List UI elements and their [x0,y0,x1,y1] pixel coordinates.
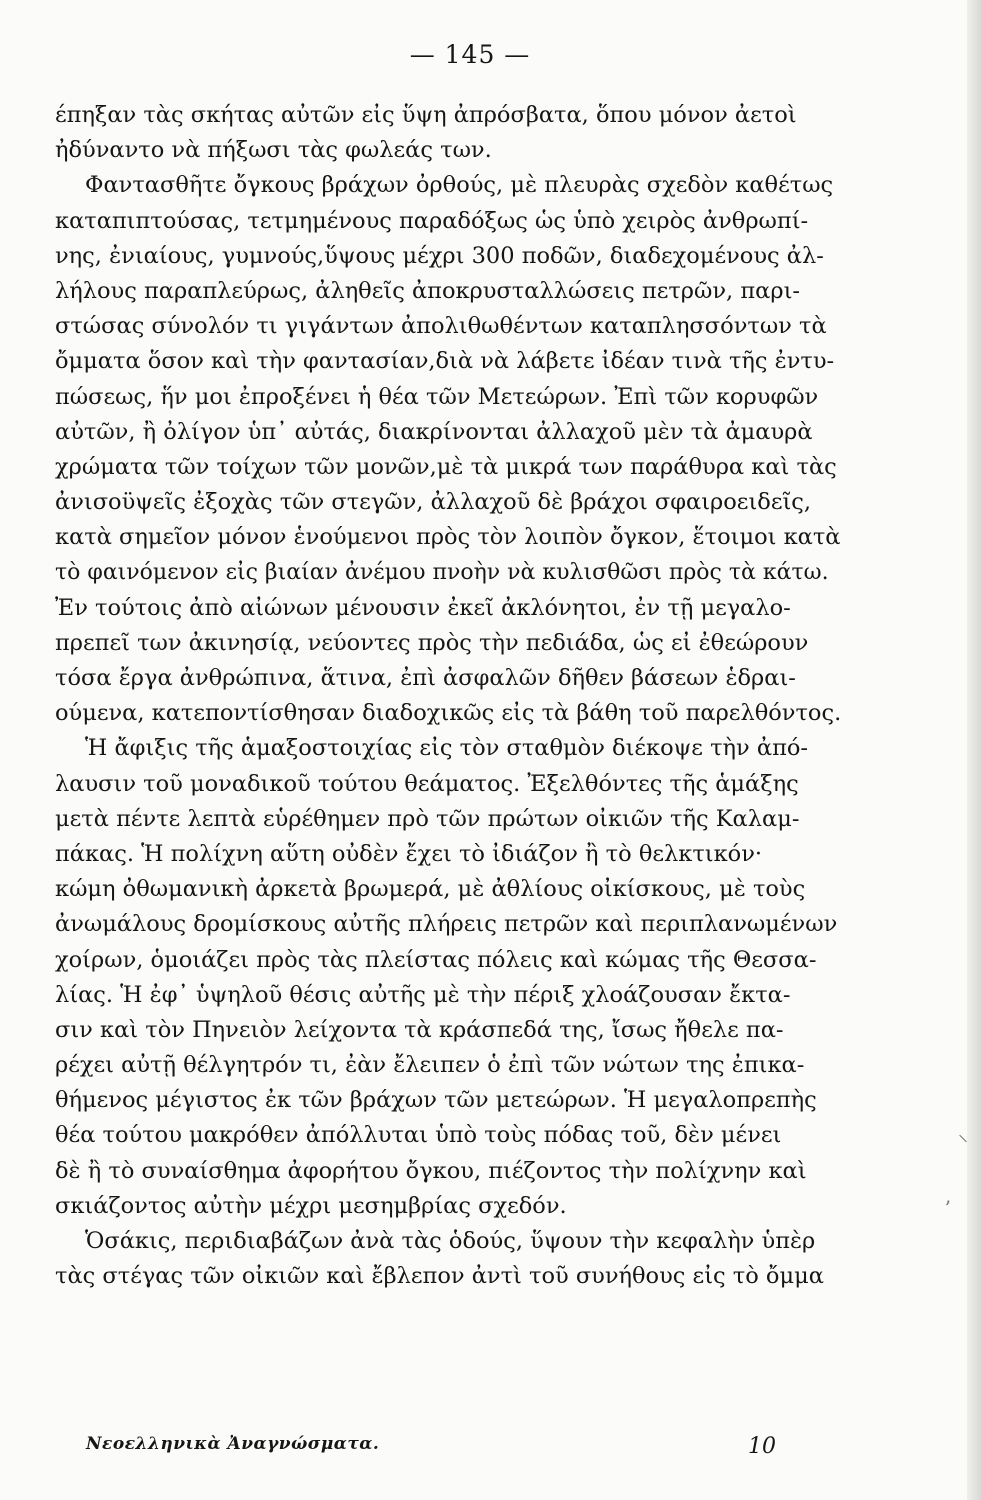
text-line: Ὁσάκις, περιδιαβάζων ἀνὰ τὰς ὁδούς, ὕψουν τὴν κεφαλὴν ὑπὲρ [85,1228,816,1254]
text-line: μετὰ πέντε λεπτὰ εὑρέθημεν πρὸ τῶν πρώτων οἰκιῶν τῆς Καλαμ- [55,805,800,832]
text-line: λήλους παραπλεύρως, ἀληθεῖς ἀποκρυσταλλώσεις πετρῶν, παρι- [55,277,800,304]
text-line: Ἡ ἄφιξις τῆς ἁμαξοστοιχίας εἰς τὸν σταθμὸν διέκοψε τὴν ἀπό- [85,735,808,762]
page-number: — 145 — [409,40,531,69]
text-line: ἀνωμάλους δρομίσκους αὐτῆς πλήρεις πετρῶν καὶ περιπλανωμένων [55,911,838,938]
footer-signature: Νεοελληνικὰ Ἀναγνώσματα. [86,1434,380,1454]
text-line: Φαντασθῆτε ὄγκους βράχων ὀρθούς, μὲ πλευρὰς σχεδὸν καθέτως [85,172,834,199]
text-line: ὄμματα ὅσον καὶ τὴν φαντασίαν,διὰ νὰ λάβετε ἰδέαν τινὰ τῆς ἐντυ- [55,348,835,375]
text-line: κώμη ὀθωμανικὴ ἀρκετὰ βρωμερά, μὲ ἀθλίους οἰκίσκους, μὲ τοὺς [55,876,806,903]
text-line: χοίρων, ὁμοιάζει πρὸς τὰς πλείστας πόλεις καὶ κώμας τῆς Θεσσα- [55,946,817,973]
text-line: δὲ ἢ τὸ συναίσθημα ἀφορήτου ὄγκου, πιέζοντος τὴν πολίχνην καὶ [55,1157,807,1184]
text-line: ἀνισοϋψεῖς ἐξοχὰς τῶν στεγῶν, ἀλλαχοῦ δὲ βράχοι σφαιροειδεῖς, [55,489,812,516]
page-edge [967,0,981,1500]
paragraph [55,168,843,731]
text-line: πάκας. Ἡ πολίχνη αὕτη οὐδὲν ἔχει τὸ ἰδιάζον ἢ τὸ θελκτικόν· [55,840,763,867]
footer-folio: 10 [748,1434,776,1459]
paragraph [55,731,843,1224]
text-line: ρέχει αὐτῇ θέλγητρόν τι, ἐὰν ἔλειπεν ὁ ἐπὶ τῶν νώτων της ἐπικα- [55,1052,805,1079]
margin-mark: ⸌ [958,1130,968,1154]
paragraph [55,1224,843,1294]
text-line: θήμενος μέγιστος ἐκ τῶν βράχων τῶν μετεώρων. Ἡ μεγαλοπρεπὴς [55,1087,817,1114]
text-line: θέα τούτου μακρόθεν ἀπόλλυται ὑπὸ τοὺς πόδας τοῦ, δὲν μένει [55,1122,782,1149]
paragraph [55,98,843,168]
text-line: χρώματα τῶν τοίχων τῶν μονῶν,μὲ τὰ μικρά των παράθυρα καὶ τὰς [55,453,837,480]
text-line: σκιάζοντος αὐτὴν μέχρι μεσημβρίας σχεδόν. [55,1192,567,1219]
text-line: ούμενα, κατεποντίσθησαν διαδοχικῶς εἰς τὰ βάθη τοῦ παρελθόντος. [55,700,842,727]
text-line: Ἐν τούτοις ἀπὸ αἰώνων μένουσιν ἐκεῖ ἀκλόνητοι, ἐν τῇ μεγαλο- [55,594,791,621]
text-line: τὰς στέγας τῶν οἰκιῶν καὶ ἔβλεπον ἀντὶ τοῦ συνήθους εἰς τὸ ὄμμα [55,1263,824,1290]
text-line: τὸ φαινόμενον εἰς βιαίαν ἀνέμου πνοὴν νὰ κυλισθῶσι πρὸς τὰ κάτω. [55,560,829,586]
text-line: αὐτῶν, ἢ ὀλίγον ὑπ᾽ αὐτάς, διακρίνονται ἀλλαχοῦ μὲν τὰ ἀμαυρὰ [55,418,813,445]
text-line: στώσας σύνολόν τι γιγάντων ἀπολιθωθέντων καταπλησσόντων τὰ [55,313,827,340]
text-line: σιν καὶ τὸν Πηνειὸν λείχοντα τὰ κράσπεδά της, ἴσως ἤθελε πα- [55,1016,784,1043]
body-text [55,98,843,1294]
text-line: καταπιπτούσας, τετμημένους παραδόξως ὡς ὑπὸ χειρὸς ἀνθρωπί- [55,207,809,234]
text-line: πρεπεῖ των ἀκινησίᾳ, νεύοντες πρὸς τὴν πεδιάδα, ὡς εἰ ἐθεώρουν [55,629,809,656]
text-line: κατὰ σημεῖον μόνον ἑνούμενοι πρὸς τὸν λοιπὸν ὄγκον, ἕτοιμοι κατὰ [55,524,841,551]
text-line: έπηξαν τὰς σκήτας αὐτῶν εἰς ὕψη ἀπρόσβατα, ὅπου μόνον ἀετοὶ [55,102,797,128]
text-line: νης, ἐνιαίους, γυμνούς,ὕψους μέχρι 300 ποδῶν, διαδεχομένους ἀλ- [55,242,824,269]
text-line: πώσεως, ἥν μοι ἐπροξένει ἡ θέα τῶν Μετεώρων. Ἐπὶ τῶν κορυφῶν [55,383,819,410]
margin-mark: ʼ [944,1196,951,1220]
text-line: τόσα ἔργα ἀνθρώπινα, ἅτινα, ἐπὶ ἀσφαλῶν δῆθεν βάσεων ἑδραι- [55,665,796,691]
text-line: λαυσιν τοῦ μοναδικοῦ τούτου θεάματος. Ἐξελθόντες τῆς ἁμάξης [55,770,799,797]
text-line: λίας. Ἡ ἐφ᾽ ὑψηλοῦ θέσις αὐτῆς μὲ τὴν πέριξ χλοάζουσαν ἔκτα- [55,981,791,1008]
text-line: ἠδύναντο νὰ πήξωσι τὰς φωλεάς των. [55,137,492,164]
